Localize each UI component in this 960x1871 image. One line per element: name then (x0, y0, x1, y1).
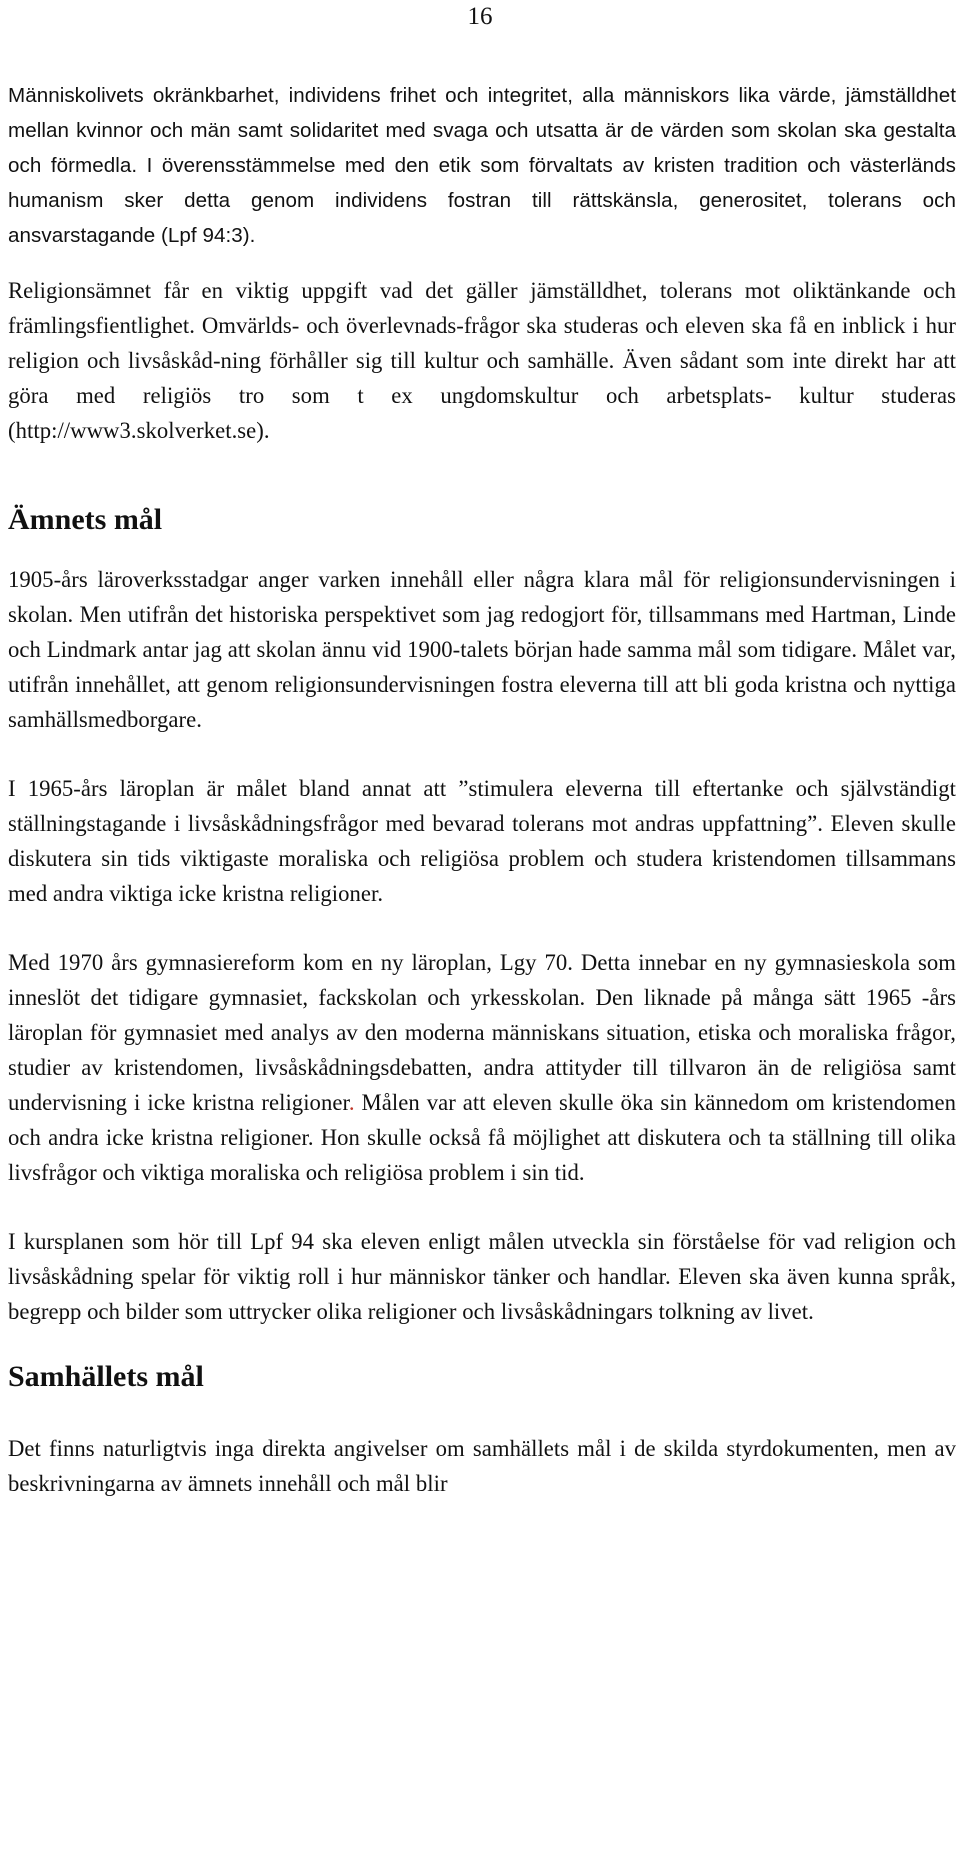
section-heading-subject-goals: Ämnets mål (8, 503, 163, 536)
paragraph-1970-reform (8, 945, 956, 1190)
highlighted-period: . (348, 1090, 355, 1115)
paragraph-values-quote: Människolivets okränkbarhet, individens frihet och integritet, alla människors lika värde, jämställdhet mellan kvinnor och män samt solidaritet med svaga och utsatta är de värden som skolan ska gestalta och förmedla. I överensstämmelse med den etik som förvaltats av kristen tradition och västerländs humanism sker detta genom individens fostran till rättskänsla, generositet, tolerans och ansvarstagande (Lpf 94:3). (8, 84, 956, 247)
paragraph-1905-regulations: 1905-års läroverksstadgar anger varken innehåll eller några klara mål för religionsundervisningen i skolan. Men utifrån det historiska perspektivet som jag redogjort för, tillsammans med Hartman, Linde och Lindmark antar jag att skolan ännu vid 1900-talets början hade samma mål som tidigare. Målet var, utifrån innehållet, att genom religionsundervisningen fostra eleverna till att bli goda kristna och nyttiga samhällsmedborgare. (8, 567, 956, 732)
document-body (8, 78, 956, 1501)
paragraph-religion-subject-task: Religionsämnet får en viktig uppgift vad det gäller jämställdhet, tolerans mot oliktänkande och främlingsfientlighet. Omvärlds- och överlevnads-frågor ska studeras och eleven ska få en inblick i hur religion och livsåskåd-ning förhåller sig till kultur och samhälle. Även sådant som inte direkt har att göra med religiös tro som t ex ungdomskultur och arbetsplats- kultur studeras (http://www3.skolverket.se). (8, 278, 956, 443)
section-heading-society-goals: Samhällets mål (8, 1360, 204, 1393)
paragraph-lpf94-course-plan: I kursplanen som hör till Lpf 94 ska eleven enligt målen utveckla sin förståelse för vad religion och livsåskådning spelar för viktig roll i hur människor tänker och handlar. Eleven ska även kunna språk, begrepp och bilder som uttrycker olika religioner och livsåskådningars tolkning av livet. (8, 1229, 956, 1324)
paragraph-society-goals: Det finns naturligtvis inga direkta angivelser om samhällets mål i de skilda styrdokumenten, men av beskrivningarna av ämnets innehåll och mål blir (8, 1436, 956, 1496)
paragraph-1970-reform-text-b: Målen var att eleven skulle öka sin kännedom om kristendomen och andra icke kristna religioner. Hon skulle också få möjlighet att diskutera och ta ställning till olika livsfrågor och viktiga moraliska och religiösa problem i sin tid. (8, 1090, 956, 1185)
paragraph-1965-curriculum: I 1965-års läroplan är målet bland annat att ”stimulera eleverna till eftertanke och självständigt ställningstagande i livsåskådningsfrågor med bevarad tolerans mot andras uppfattning”. Eleven skulle diskutera sin tids viktigaste moraliska och religiösa problem och studera kristendomen tillsammans med andra viktiga icke kristna religioner. (8, 776, 956, 906)
paragraph-1970-reform-text-a: Med 1970 års gymnasiereform kom en ny läroplan, Lgy 70. Detta innebar en ny gymnasieskola som inneslöt det tidigare gymnasiet, fackskolan och yrkesskolan. Den liknade på många sätt 1965 -års läroplan för gymnasiet med analys av den moderna människans situation, etiska och moraliska frågor, studier av kristendomen, livsåskådningsdebatten, andra attityder till tillvaron än de religiösa samt undervisning i icke kristna religioner (8, 950, 956, 1115)
page-number: 16 (467, 3, 493, 30)
